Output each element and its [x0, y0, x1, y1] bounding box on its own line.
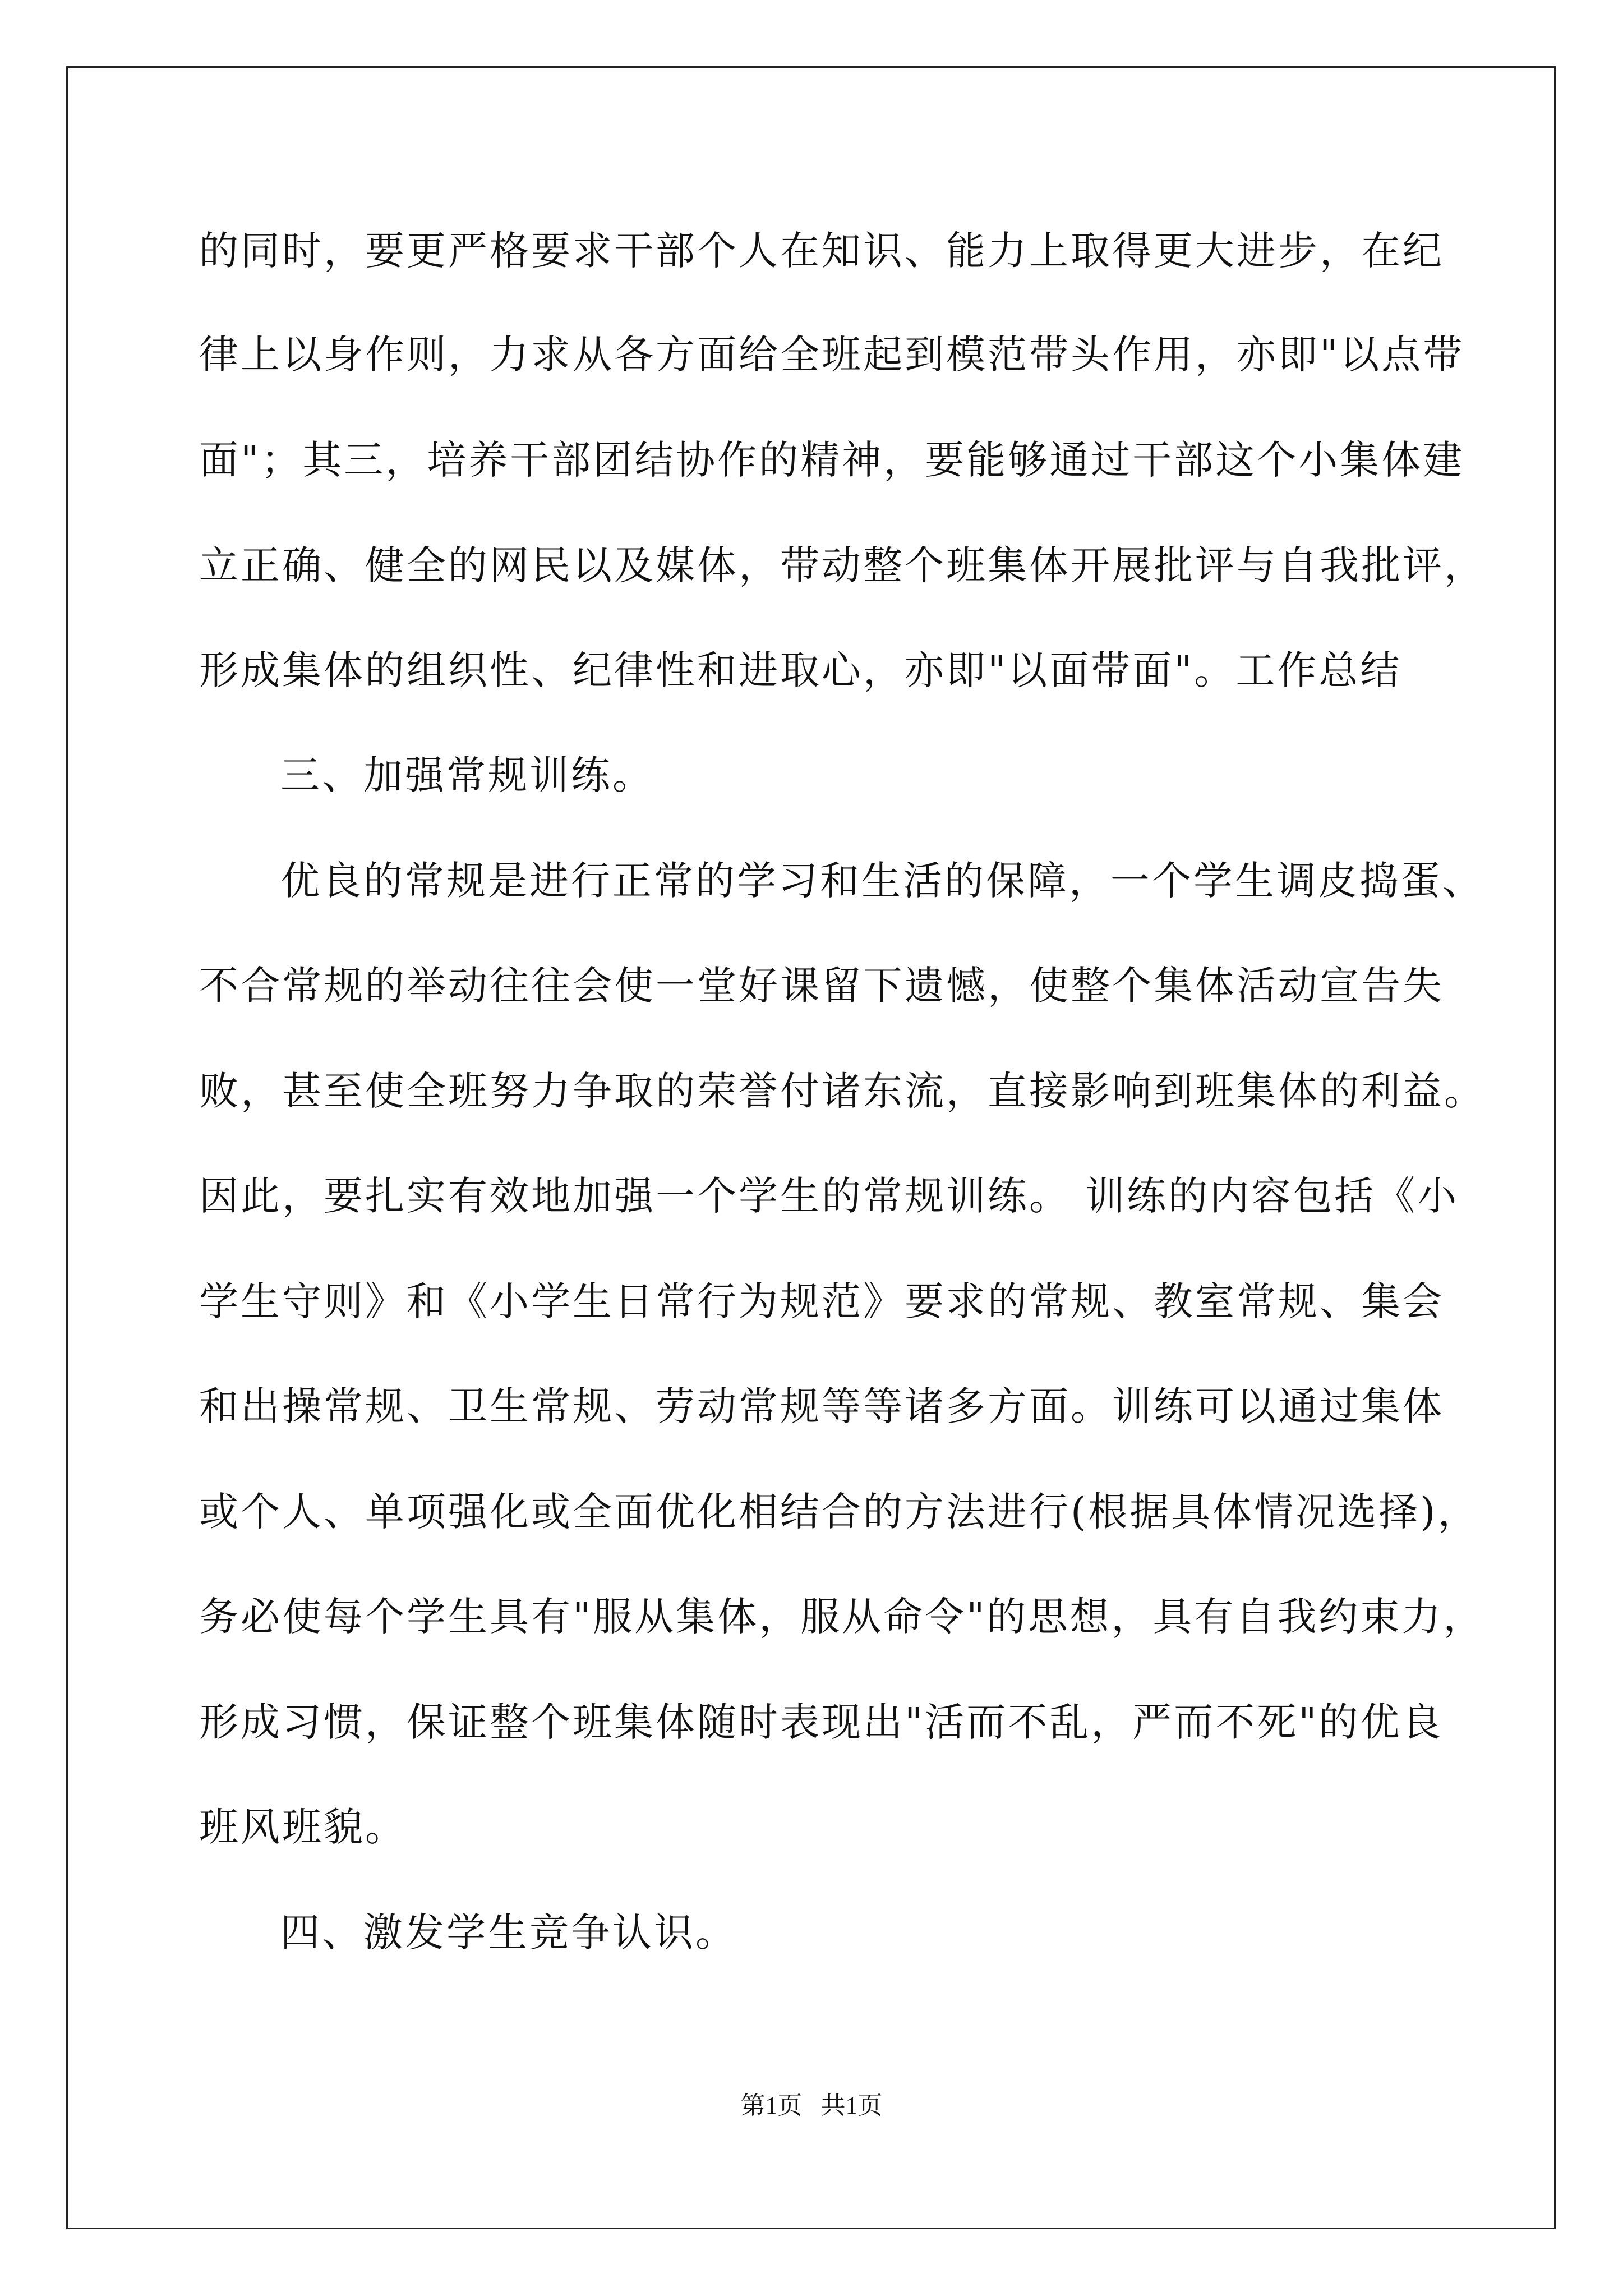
body-line-16: 班风班貌。: [199, 1804, 407, 1850]
body-line-1: 的同时，要更严格要求干部个人在知识、能力上取得更大进步，在纪: [199, 228, 1444, 274]
body-line-14: 务必使每个学生具有"服从集体，服从命令"的思想，具有自我约束力，: [199, 1594, 1485, 1640]
body-line-2: 律上以身作则，力求从各方面给全班起到模范带头作用，亦即"以点带: [199, 332, 1465, 378]
body-line-8: 不合常规的举动往往会使一堂好课留下遗憾，使整个集体活动宣告失: [199, 963, 1444, 1009]
section-heading-3: 三、加强常规训练。: [280, 752, 654, 798]
body-line-4: 立正确、健全的网民以及媒体，带动整个班集体开展批评与自我批评，: [199, 542, 1486, 588]
body-line-3: 面"；其三，培养干部团结协作的精神，要能够通过干部这个小集体建: [199, 437, 1465, 483]
body-line-13: 或个人、单项强化或全面优化相结合的方法进行(根据具体情况选择)，: [199, 1489, 1479, 1535]
body-line-15: 形成习惯，保证整个班集体随时表现出"活而不乱，严而不死"的优良: [199, 1699, 1444, 1745]
section-heading-4: 四、激发学生竞争认识。: [280, 1910, 737, 1955]
page-border: [66, 66, 1556, 2229]
body-line-5: 形成集体的组织性、纪律性和进取心，亦即"以面带面"。工作总结: [199, 647, 1402, 693]
body-line-9: 败，甚至使全班努力争取的荣誉付诸东流，直接影响到班集体的利益。: [199, 1068, 1486, 1114]
body-line-11: 学生守则》和《小学生日常行为规范》要求的常规、教室常规、集会: [199, 1278, 1444, 1324]
body-line-7: 优良的常规是进行正常的学习和生活的保障，一个学生调皮捣蛋、: [280, 858, 1484, 904]
body-line-10: 因此，要扎实有效地加强一个学生的常规训练。 训练的内容包括《小: [199, 1173, 1459, 1219]
page-number-footer: 第1页 共1页: [740, 2092, 883, 2119]
body-line-12: 和出操常规、卫生常规、劳动常规等等诸多方面。训练可以通过集体: [199, 1383, 1444, 1429]
